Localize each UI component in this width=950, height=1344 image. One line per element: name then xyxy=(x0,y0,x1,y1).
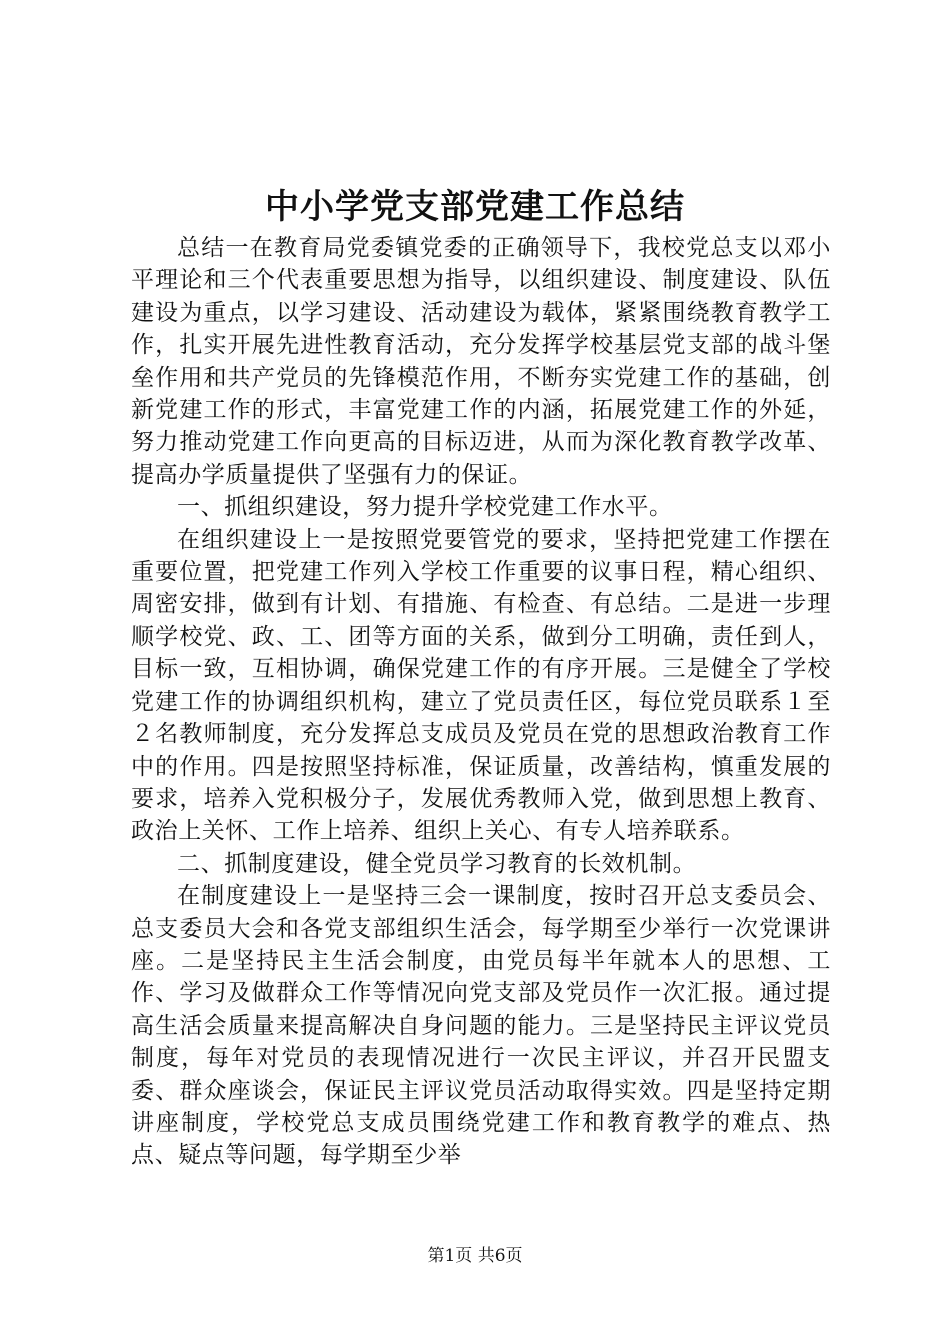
document-title: 中小学党支部党建工作总结 xyxy=(265,187,685,227)
paragraph-system: 在制度建设上一是坚持三会一课制度，按时召开总支委员会、总支委员大会和各党支部组织生活会，每学期至少举行一次党课讲座。二是坚持民主生活会制度，由党员每半年就本人的思想、工作、学习及做群众工作等情况向党支部及党员作一次汇报。通过提高生活会质量来提高解决自身问题的能力。三是坚持民主评议党员制度，每年对党员的表现情况进行一次民主评议，并召开民盟支委、群众座谈会，保证民主评议党员活动取得实效。四是坚持定期讲座制度，学校党总支成员围绕党建工作和教育教学的难点、热点、疑点等问题，每学期至少举 xyxy=(131,883,831,1169)
section-heading-organization: 一、抓组织建设，努力提升学校党建工作水平。 xyxy=(177,494,673,521)
paragraph-intro: 总结一在教育局党委镇党委的正确领导下，我校党总支以邓小平理论和三个代表重要思想为指导，以组织建设、制度建设、队伍建设为重点，以学习建设、活动建设为载体，紧紧围绕教育教学工作，扎实开展先进性教育活动，充分发挥学校基层党支部的战斗堡垒作用和共产党员的先锋模范作用，不断夯实党建工作的基础，创新党建工作的形式，丰富党建工作的内涵，拓展党建工作的外延，努力推动党建工作向更高的目标迈进，从而为深化教育教学改革、提高办学质量提供了坚强有力的保证。 xyxy=(131,235,831,488)
section-heading-system: 二、抓制度建设，健全党员学习教育的长效机制。 xyxy=(177,850,697,877)
paragraph-organization: 在组织建设上一是按照党要管党的要求，坚持把党建工作摆在重要位置，把党建工作列入学校工作重要的议事日程，精心组织、周密安排，做到有计划、有措施、有检查、有总结。二是进一步理顺学校党、政、工、团等方面的关系，做到分工明确，责任到人，目标一致，互相协调，确保党建工作的有序开展。三是健全了学校党建工作的协调组织机构，建立了党员责任区，每位党员联系１至２名教师制度，充分发挥总支成员及党员在党的思想政治教育工作中的作用。四是按照坚持标准，保证质量，改善结构，慎重发展的要求，培养入党积极分子，发展优秀教师入党，做到思想上教育、政治上关怀、工作上培养、组织上关心、有专人培养联系。 xyxy=(131,526,831,845)
page-footer: 第1页 共6页 xyxy=(427,1246,523,1266)
document-body xyxy=(131,232,831,1172)
